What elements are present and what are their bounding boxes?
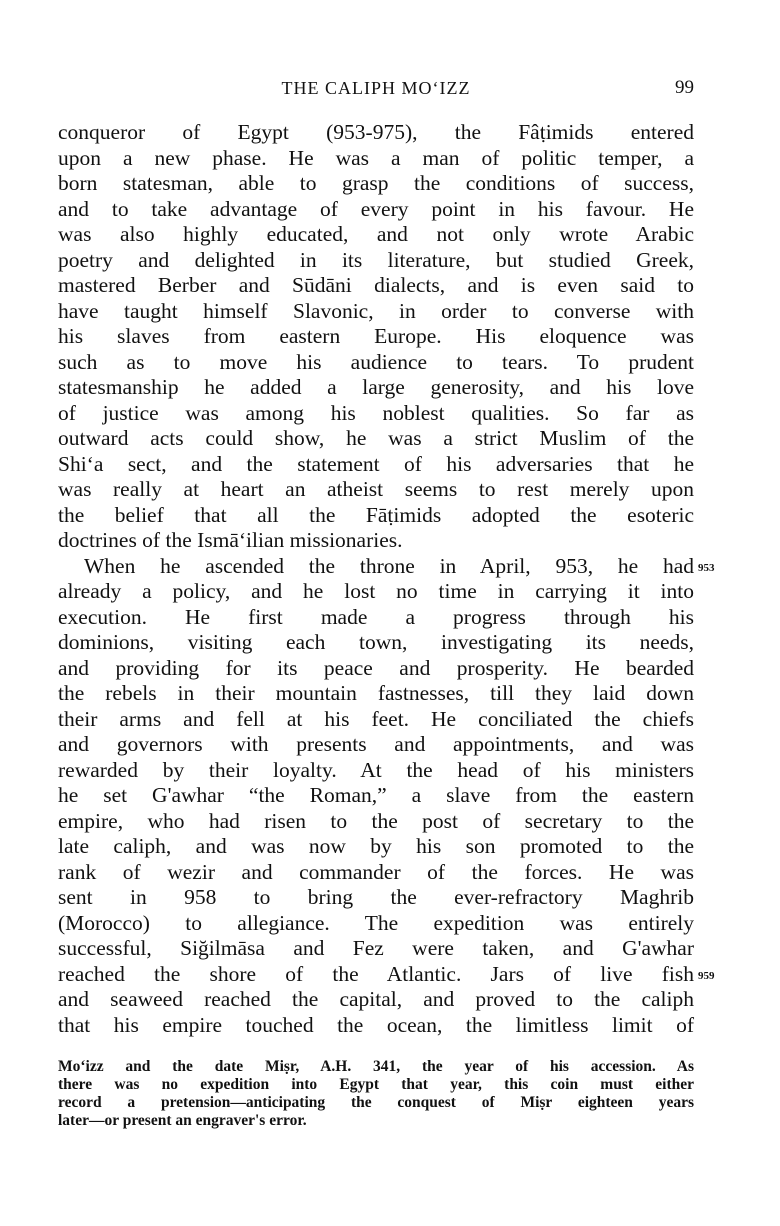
- text-line: rewarded by their loyalty. At the head of his ministers: [58, 757, 694, 782]
- margin-date: 953: [698, 561, 715, 574]
- text-line: the rebels in their mountain fastnesses, till they laid down: [58, 681, 694, 705]
- text-line: born statesman, able to grasp the conditions of success,: [58, 171, 694, 195]
- text-line: empire, who had risen to the post of secretary to the: [58, 808, 694, 833]
- text-line: mastered Berber and Sūdāni dialects, and is even said to: [58, 273, 694, 297]
- text-line: doctrines of the Ismā‘ilian missionaries.: [58, 528, 403, 552]
- footnote-line: record a pretension—anticipating the conquest of Miṣr eighteen years: [58, 1094, 694, 1111]
- text-line: statesmanship he added a large generosity, and his love: [58, 375, 694, 399]
- text-line: and providing for its peace and prosperity. He bearded: [58, 655, 694, 680]
- text-line: conqueror of Egypt (953-975), the Fâṭimids entered: [58, 120, 694, 144]
- text-line: upon a new phase. He was a man of politic temper, a: [58, 145, 694, 170]
- text-line: have taught himself Slavonic, in order to converse with: [58, 298, 694, 323]
- footnote: [58, 1058, 694, 1130]
- footnote-line: later—or present an engraver's error.: [58, 1112, 307, 1129]
- text-line: reached the shore of the Atlantic. Jars of live fish: [58, 961, 694, 986]
- text-line: late caliph, and was now by his son promoted to the: [58, 834, 694, 858]
- running-title: THE CALIPH MO‘IZZ: [281, 78, 471, 98]
- text-line: rank of wezir and commander of the forces. He was: [58, 859, 694, 884]
- text-line: Shi‘a sect, and the statement of his adversaries that he: [58, 451, 694, 476]
- footnote-line: Mo‘izz and the date Miṣr, A.H. 341, the year of his accession. As: [58, 1058, 694, 1075]
- text-line: the belief that all the Fāṭimids adopted the esoteric: [58, 502, 694, 527]
- text-line: dominions, visiting each town, investigating its needs,: [58, 630, 694, 654]
- text-line: that his empire touched the ocean, the limitless limit of: [58, 1012, 694, 1037]
- text-line: already a policy, and he lost no time in carrying it into: [58, 579, 694, 603]
- text-line: (Morocco) to allegiance. The expedition was entirely: [58, 910, 694, 935]
- margin-date: 959: [698, 969, 715, 982]
- text-line: and governors with presents and appointments, and was: [58, 732, 694, 756]
- text-line: their arms and fell at his feet. He conciliated the chiefs: [58, 706, 694, 731]
- text-line: [58, 554, 694, 580]
- text-line: was also highly educated, and not only wrote Arabic: [58, 222, 694, 246]
- page-number: 99: [675, 77, 694, 98]
- text-line: of justice was among his noblest qualities. So far as: [58, 400, 694, 425]
- text-line: and seaweed reached the capital, and proved to the caliph: [58, 987, 694, 1011]
- text-line: poetry and delighted in its literature, but studied Greek,: [58, 247, 694, 272]
- text-line: his slaves from eastern Europe. His eloquence was: [58, 324, 694, 348]
- paragraph-start: When he ascended the throne in April, 953, he had: [84, 553, 694, 578]
- text-line: successful, Siğilmāsa and Fez were taken, and G'awhar: [58, 936, 694, 960]
- text-line: such as to move his audience to tears. To prudent: [58, 349, 694, 374]
- text-line: he set G'awhar “the Roman,” a slave from the eastern: [58, 783, 694, 807]
- text-line: execution. He first made a progress through his: [58, 604, 694, 629]
- text-line: outward acts could show, he was a strict Muslim of the: [58, 426, 694, 450]
- text-line: and to take advantage of every point in his favour. He: [58, 196, 694, 221]
- running-head: [58, 76, 694, 100]
- body-text: [58, 120, 715, 1038]
- text-line: was really at heart an atheist seems to rest merely upon: [58, 477, 694, 501]
- footnote-line: there was no expedition into Egypt that year, this coin must either: [58, 1076, 694, 1093]
- text-line: sent in 958 to bring the ever-refractory Maghrib: [58, 885, 694, 909]
